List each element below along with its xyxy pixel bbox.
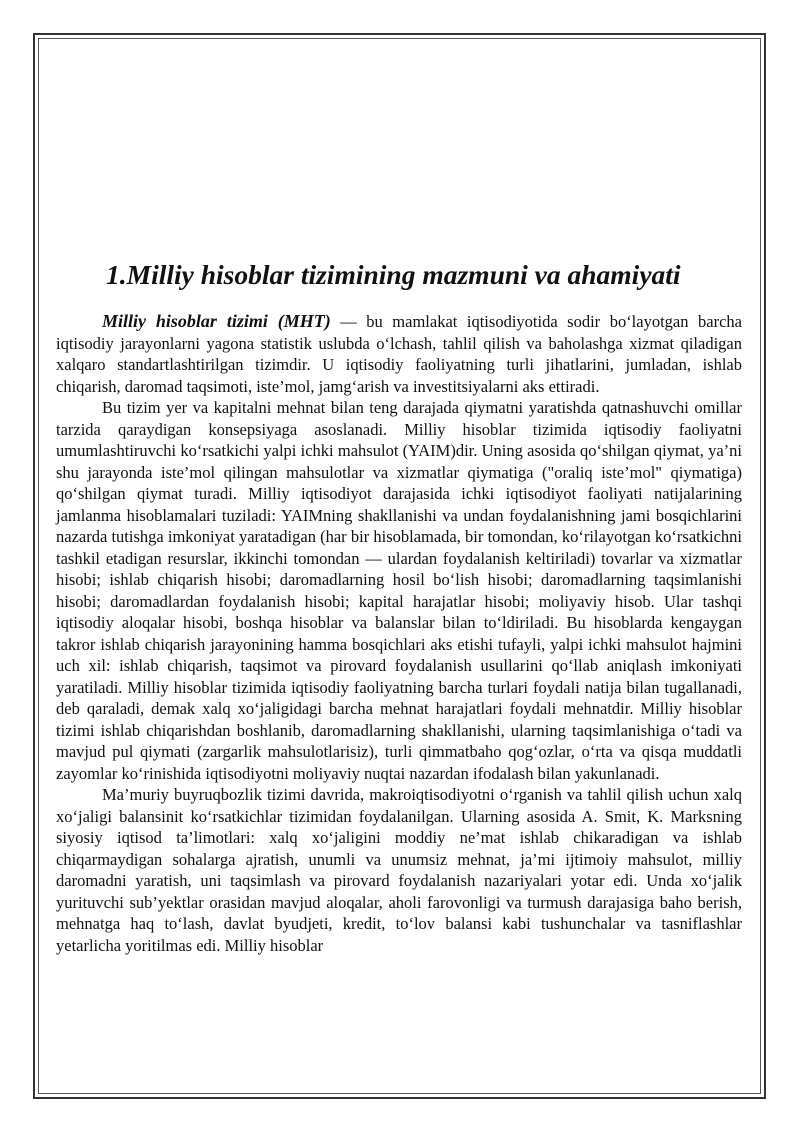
paragraph-text: Ma’muriy buyruqbozlik tizimi davrida, makroiqtisodiyotni oʻrganish va tahlil qilish uchun xalq xoʻjaligi balansinit koʻrsatkichlar tizimidan foydalanilgan. Ularning asosida A. Smit, K. Marksning siyosiy iqtisod ta’limotlari: xalq xoʻjaligini moddiy ne’mat ishlab chikaradigan va ishlab chiqarmaydigan sohalarga ajratish, unumli va unumsiz mehnat, ja’mi ijtimoiy mahsulot, milliy daromadni yaratish, uni taqsimlash va pirovard foydalanish nazariyalari yotar edi. Unda xoʻjalik yurituvchi sub’yektlar orasidan mavjud aloqalar, aholi farovonligi va turmush darajasiga baho berish, mehnatga haq toʻlash, davlat byudjeti, kredit, toʻlov balansi kabi tushunchalar va tasniflashlar yetarlicha yoritilmas edi. Milliy hisoblar: [56, 785, 742, 955]
section-title: 1.Milliy hisoblar tizimining mazmuni va ahamiyati: [106, 259, 681, 290]
document-body: [56, 258, 742, 956]
paragraph-text: Bu tizim yer va kapitalni mehnat bilan teng darajada qiymatni yaratishda qatnashuvchi omillar tarzida qaraydigan konsepsiyaga asoslanadi. Milliy hisoblar tizimida iqtisodiy faoliyatni umumlashtiruvchi koʻrsatkichi yalpi ichki mahsulot (YAIM)dir. Uning asosida qoʻshilgan qiymat, ya’ni shu jarayonda iste’mol qilingan mahsulotlar va xizmatlar qiymatiga ("oraliq iste’mol" qiymatiga) qoʻshilgan qiymat turadi. Milliy iqtisodiyot darajasida ichki iqtisodiyot faoliyati natijalarining jamlanma hisoblamalari tuziladi: YAIMning shakllanishi va undan foydalanishning jami bosqichlarini nazarda tutishga imkoniyat yaratadigan (har bir hisoblamada, bir tomondan, koʻrilayotgan koʻrsatkichni tashkil etadigan resurslar, ikkinchi tomondan — ulardan foydalanish keltiriladi) tovarlar va xizmatlar hisobi; ishlab chiqarish hisobi; daromadlarning hosil boʻlish hisobi; daromadlarning taqsimlanishi hisobi; daromadlardan foydalanish hisobi; kapital harajatlar hisobi; moliyaviy hisob. Ular tashqi iqtisodiy aloqalar hisobi, boshqa hisoblar va balanslar bilan toʻldiriladi. Bu hisoblarda kengaygan takror ishlab chiqarish jarayonining hamma bosqichlari aks etishi tufayli, yalpi ichki mahsulot hajmini uch xil: ishlab chiqarish, taqsimot va pirovard foydalanish usullarini qoʻllab aniqlash imkoniyati yaratiladi. Milliy hisoblar tizimida iqtisodiy faoliyatning barcha turlari foydali natija bilan tugallanadi, deb qaraladi, demak xalq xoʻjaligidagi barcha mehnat harajatlari foydali mehnatdir. Milliy hisoblar tizimi ishlab chiqarishdan boshlanib, daromadlarning shakllanishi, ularning taqsimlanishiga oʻtadi va mavjud pul qiymati (zargarlik mahsulotlarisiz), turli qimmatbaho qogʻozlar, oʻrta va qisqa muddatli zayomlar koʻrinishida iqtisodiyotni moliyaviy nuqtai nazardan ifodalash bilan yakunlanadi.: [56, 398, 742, 783]
paragraph-concept: [56, 397, 742, 784]
paragraph-definition: [56, 311, 742, 397]
paragraph-text: — bu mamlakat iqtisodiyotida sodir boʻlayotgan barcha iqtisodiy jarayonlarni yagona statistik uslubda oʻlchash, tahlil qilish va baholashga xizmat qiladigan xalqaro standartlashtirilgan tizimdir. U iqtisodiy faoliyatning turli jihatlarini, jumladan, ishlab chiqarish, daromad taqsimoti, iste’mol, jamgʻarish va investitsiyalarni aks ettiradi.: [56, 312, 742, 396]
paragraph-history: [56, 784, 742, 956]
defined-term: Milliy hisoblar tizimi (MHT): [102, 311, 331, 331]
